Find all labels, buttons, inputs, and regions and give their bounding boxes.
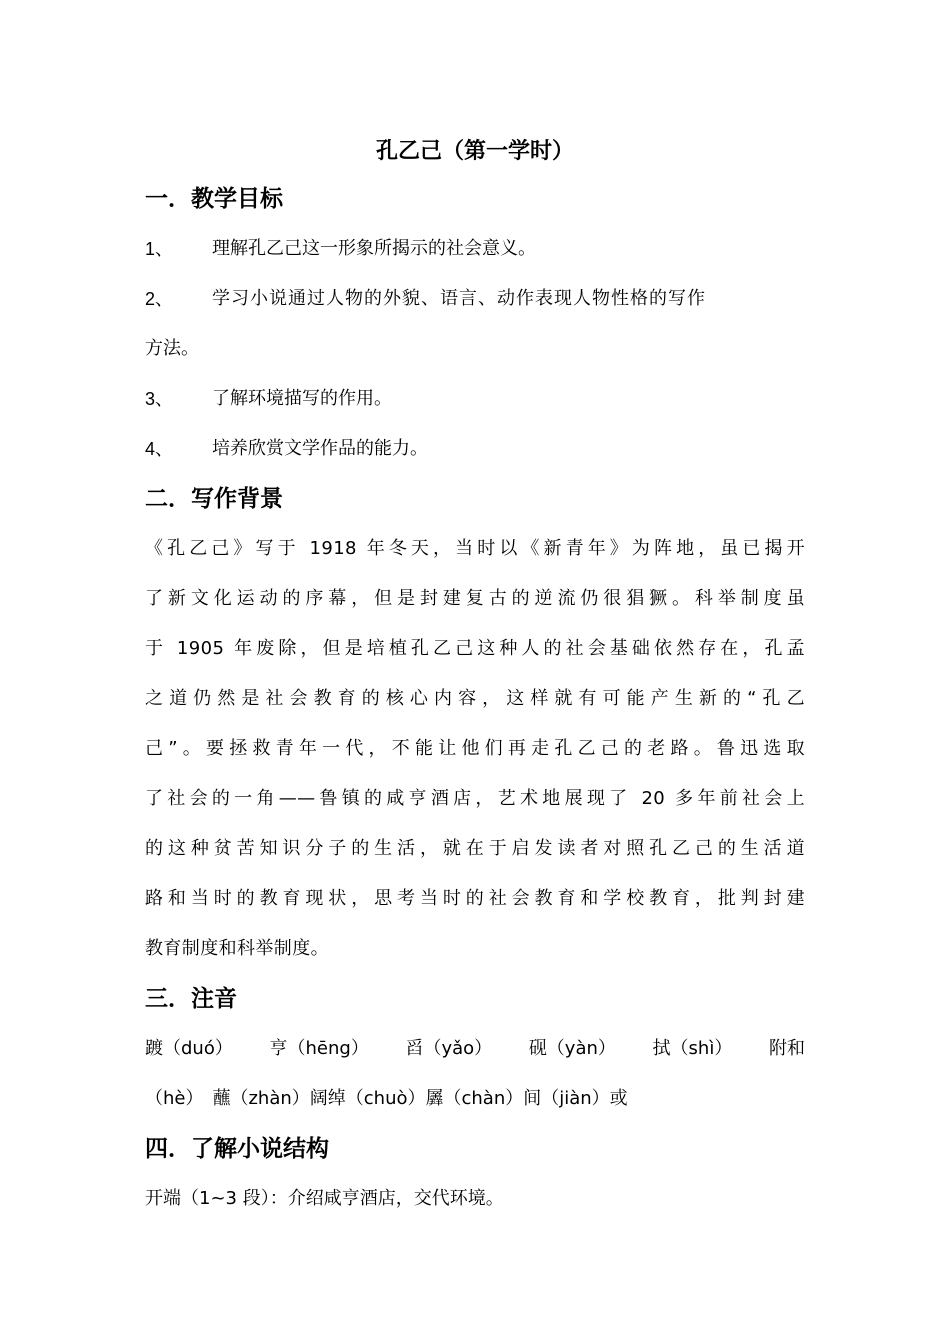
goal-number: 2、 (145, 289, 174, 309)
pronunciation-item: 拭（shì） (652, 1038, 733, 1059)
section-heading-pronunciation: 三．注音 (145, 986, 237, 1012)
goal-text: 理解孔乙己这一形象所揭示的社会意义。 (212, 238, 536, 259)
goal-text-continuation: 方法。 (145, 338, 199, 359)
pronunciation-item: 附和 (768, 1038, 805, 1059)
pronunciation-item: 踱（duó） (145, 1038, 233, 1059)
section-heading-background: 二．写作背景 (145, 486, 283, 512)
goal-text: 了解环境描写的作用。 (212, 388, 392, 409)
pronunciation-row (145, 1074, 805, 1124)
section-heading-structure: 四．了解小说结构 (145, 1136, 329, 1162)
document-page (145, 130, 805, 1224)
pronunciation-list (145, 1024, 805, 1124)
goal-text: 培养欣赏文学作品的能力。 (212, 438, 428, 459)
goal-number: 4、 (145, 439, 174, 459)
section-heading-goals: 一．教学目标 (145, 186, 283, 212)
goal-item (145, 374, 805, 424)
pronunciation-item: 砚（yàn） (528, 1038, 616, 1059)
goal-item (145, 224, 805, 274)
paragraph-line: 教育制度和科举制度。 (145, 938, 329, 959)
paragraph-line: 之道仍然是社会教育的核心内容，这样就有可能产生新的“孔乙 (145, 688, 805, 709)
document-title: 孔乙己（第一学时） (375, 139, 574, 164)
pronunciation-row (145, 1024, 805, 1074)
pronunciation-item: （hè） 蘸（zhàn）阔绰（chuò）羼（chàn）间（jiàn）或 (145, 1088, 628, 1109)
pronunciation-item: 舀（yǎo） (405, 1038, 493, 1059)
goal-number: 3、 (145, 389, 174, 409)
structure-item: 开端（1~3 段）：介绍咸亨酒店，交代环境。 (145, 1188, 504, 1209)
goal-text: 学习小说通过人物的外貌、语言、动作表现人物性格的写作 (212, 288, 706, 309)
paragraph-line: 路和当时的教育现状，思考当时的社会教育和学校教育，批判封建 (145, 888, 805, 909)
goal-number: 1、 (145, 239, 174, 259)
background-paragraph (145, 524, 805, 974)
paragraph-line: 己”。要拯救青年一代，不能让他们再走孔乙己的老路。鲁迅选取 (145, 738, 805, 759)
pronunciation-item: 亨（hēng） (269, 1038, 369, 1059)
goal-item (145, 424, 805, 474)
paragraph-line: 了新文化运动的序幕，但是封建复古的逆流仍很猖獗。科举制度虽 (145, 588, 805, 609)
paragraph-line: 于 1905 年废除，但是培植孔乙己这种人的社会基础依然存在，孔孟 (145, 638, 805, 659)
paragraph-line: 《孔乙己》写于 1918 年冬天，当时以《新青年》为阵地，虽已揭开 (145, 538, 805, 559)
goal-item (145, 274, 805, 324)
paragraph-line: 了社会的一角——鲁镇的咸亨酒店，艺术地展现了 20 多年前社会上 (145, 788, 805, 809)
paragraph-line: 的这种贫苦知识分子的生活，就在于启发读者对照孔乙己的生活道 (145, 838, 805, 859)
